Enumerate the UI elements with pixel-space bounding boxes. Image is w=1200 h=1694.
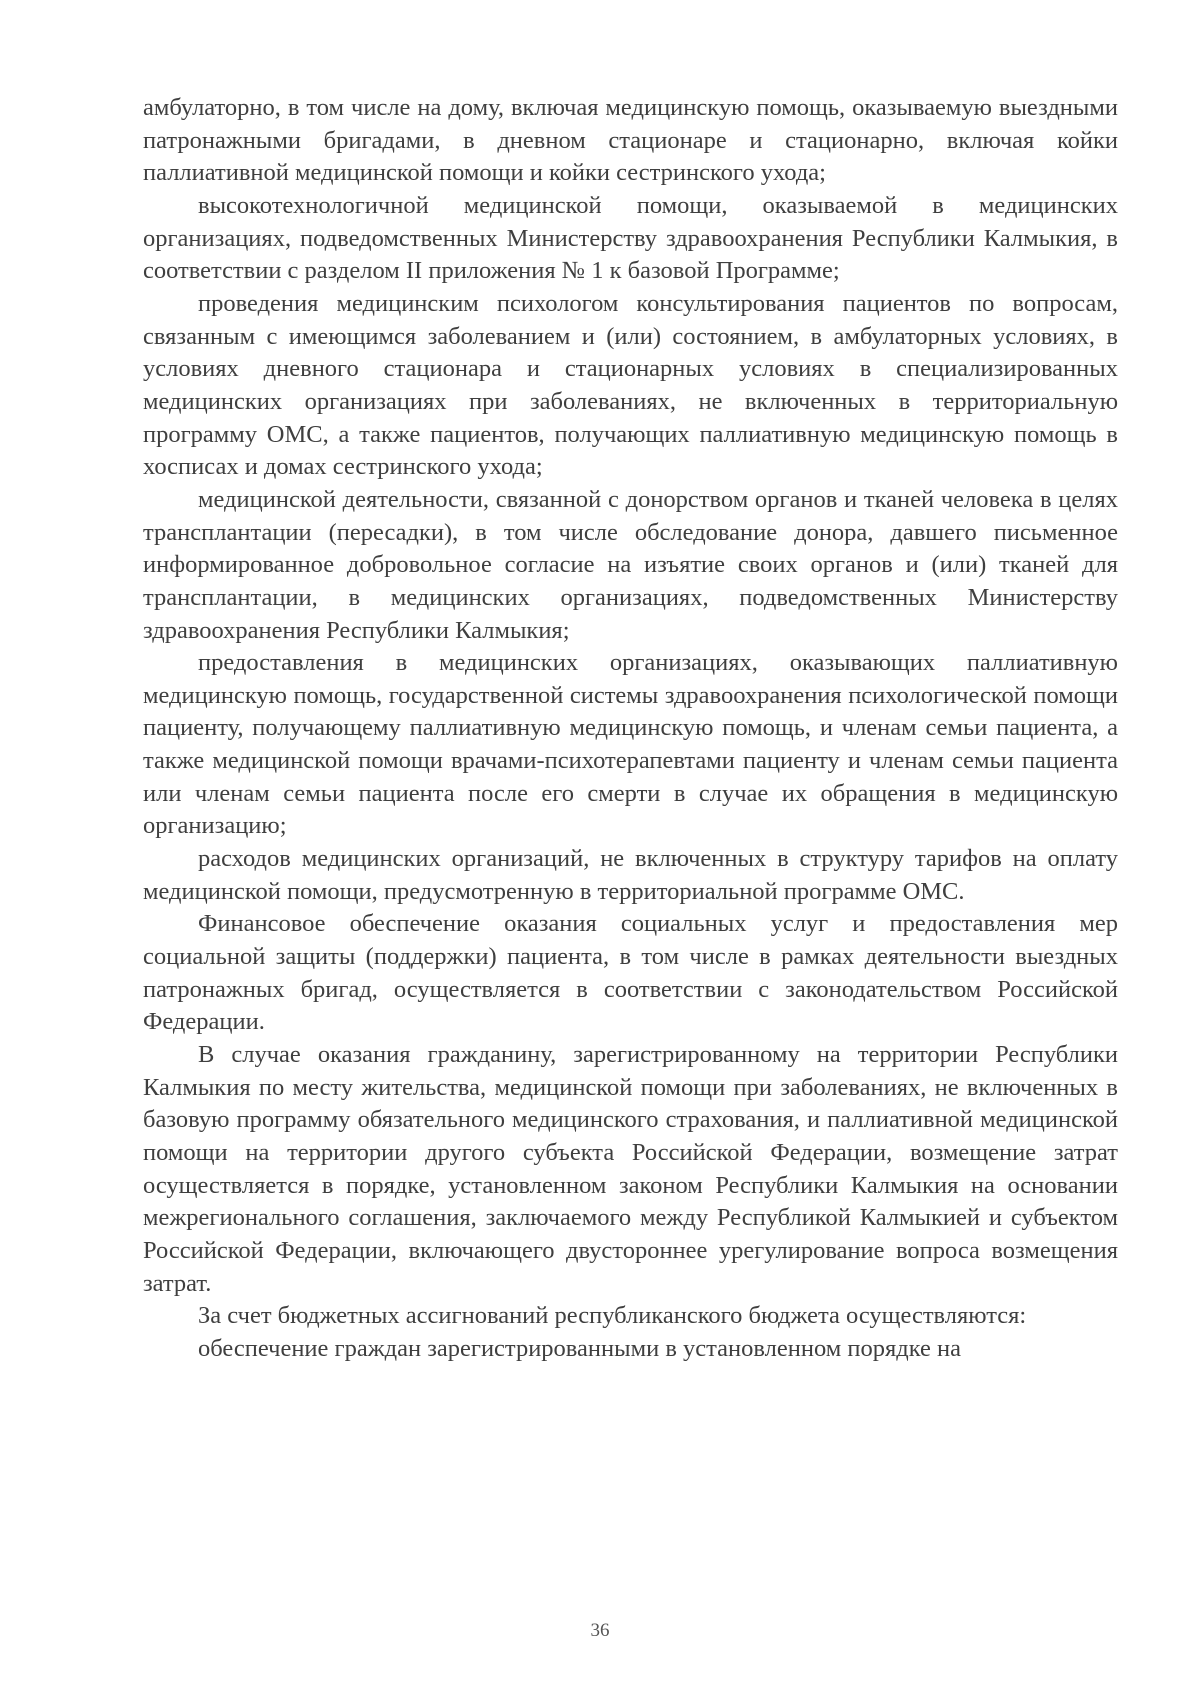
paragraph-interregional-reimbursement: В случае оказания гражданину, зарегистрированному на территории Республики Калмыкия по месту жительства, медицинской помощи при заболеваниях, не включенных в базовую программу обязательного медицинского страхования, и паллиативной медицинской помощи на территории другого субъекта Российской Федерации, возмещение затрат осуществляется в порядке, установленном законом Республики Калмыкия на основании межрегионального соглашения, заключаемого между Республикой Калмыкией и субъектом Российской Федерации, включающего двустороннее урегулирование вопроса возмещения затрат. — [143, 1041, 1118, 1297]
paragraph-social-services-funding: Финансовое обеспечение оказания социальных услуг и предоставления мер социальной защиты (поддержки) пациента, в том числе в рамках деятельности выездных патронажных бригад, осуществляется в соответствии с законодательством Российской Федерации. — [143, 910, 1118, 1036]
paragraph-high-tech-care: высокотехнологичной медицинской помощи, оказываемой в медицинских организациях, подведомственных Министерству здравоохранения Республики Калмыкия, в соответствии с разделом II приложения № 1 к базовой Программе; — [143, 191, 1118, 285]
paragraph-citizen-provision: обеспечение граждан зарегистрированными в установленном порядке на — [198, 1334, 962, 1362]
paragraph-continuation: амбулаторно, в том числе на дому, включая медицинскую помощь, оказываемую выездными патронажными бригадами, в дневном стационаре и стационарно, включая койки паллиативной медицинской помощи и койки сестринского ухода; — [143, 94, 1118, 187]
paragraph-budget-allocations: За счет бюджетных ассигнований республиканского бюджета осуществляются: — [198, 1302, 1027, 1330]
paragraph-psychologist-consulting: проведения медицинским психологом консультирования пациентов по вопросам, связанным с имеющимся заболеванием и (или) состоянием, в амбулаторных условиях, в условиях дневного стационара и стационарных условиях в специализированных медицинских организациях при заболеваниях, не включенных в территориальную программу ОМС, а также пациентов, получающих паллиативную медицинскую помощь в хосписах и домах сестринского ухода; — [143, 289, 1118, 481]
paragraph-palliative-psychological-help: предоставления в медицинских организациях, оказывающих паллиативную медицинскую помощь, государственной системы здравоохранения психологической помощи пациенту, получающему паллиативную медицинскую помощь, и членам семьи пациента, а также медицинской помощи врачами-психотерапевтами пациенту и членам семьи пациента или членам семьи пациента после его смерти в случае их обращения в медицинскую организацию; — [143, 649, 1118, 840]
page-number: 36 — [590, 1620, 610, 1641]
paragraph-medical-org-expenses: расходов медицинских организаций, не включенных в структуру тарифов на оплату медицинской помощи, предусмотренную в территориальной программе ОМС. — [143, 845, 1118, 905]
paragraph-organ-donation: медицинской деятельности, связанной с донорством органов и тканей человека в целях трансплантации (пересадки), в том числе обследование донора, давшего письменное информированное добровольное согласие на изъятие своих органов и (или) тканей для трансплантации, в медицинских организациях, подведомственных Министерству здравоохранения Республики Калмыкия; — [143, 485, 1118, 644]
document-body — [143, 92, 1118, 1366]
